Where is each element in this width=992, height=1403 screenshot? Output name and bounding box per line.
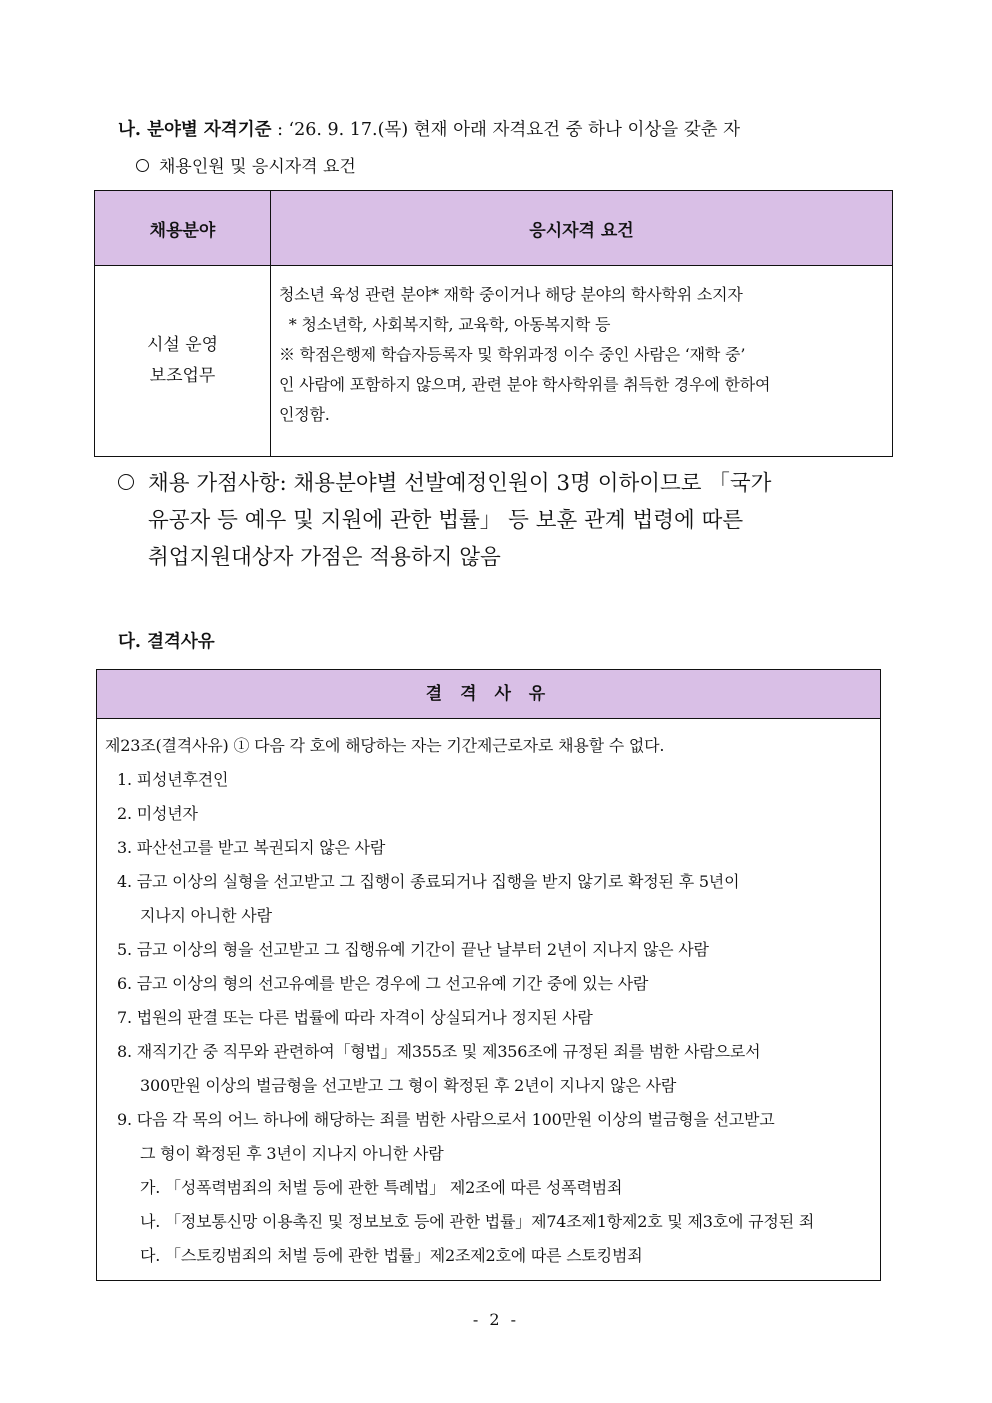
- section-da-title: 다. 결격사유: [118, 632, 215, 652]
- field-line: 시설 운영: [146, 335, 219, 355]
- disqualification-intro: 제23조(결격사유) ① 다음 각 호에 해당하는 자는 기간제근로자로 채용할 수 없다.: [105, 736, 665, 755]
- sub-bullet: [136, 152, 356, 177]
- list-item: 4. 금고 이상의 실형을 선고받고 그 집행이 종료되거나 집행을 받지 않기로 확정된 후 5년이: [117, 872, 740, 891]
- list-item: 3. 파산선고를 받고 복권되지 않은 사람: [117, 838, 386, 857]
- list-item: 300만원 이상의 벌금형을 선고받고 그 형이 확정된 후 2년이 지나지 않은 사람: [140, 1076, 677, 1095]
- list-item: 8. 재직기간 중 직무와 관련하여「형법」제355조 및 제356조에 규정된 죄를 범한 사람으로서: [117, 1042, 761, 1061]
- header-requirements: 응시자격 요건: [271, 191, 893, 266]
- req-line: 청소년 육성 관련 분야* 재학 중이거나 해당 분야의 학사학위 소지자: [279, 285, 743, 304]
- list-item: 1. 피성년후견인: [117, 770, 229, 789]
- list-item: 6. 금고 이상의 형의 선고유예를 받은 경우에 그 선고유예 기간 중에 있는 사람: [117, 974, 649, 993]
- req-line: 인정함.: [279, 405, 330, 424]
- req-line: ※ 학점은행제 학습자등록자 및 학위과정 이수 중인 사람은 ‘재학 중’: [279, 345, 746, 364]
- requirements-table: [94, 190, 893, 457]
- disqualification-list: [97, 719, 880, 1273]
- circle-bullet-icon: [118, 474, 134, 490]
- req-line: 인 사람에 포함하지 않으며, 관련 분야 학사학위를 취득한 경우에 한하여: [279, 375, 771, 394]
- bonus-line-2: 유공자 등 예우 및 지원에 관한 법률」 등 보훈 관계 법령에 따른: [148, 508, 744, 533]
- bonus-line-text: 채용 가점사항: 채용분야별 선발예정인원이 3명 이하이므로 「국가: [148, 471, 772, 496]
- bonus-note: [118, 465, 771, 576]
- circle-bullet-icon: [136, 159, 149, 172]
- list-item: 5. 금고 이상의 형을 선고받고 그 집행유예 기간이 끝난 날부터 2년이 지나지 않은 사람: [117, 940, 709, 959]
- bonus-line-3: 취업지원대상자 가점은 적용하지 않음: [148, 545, 501, 570]
- page-number: - 2 -: [472, 1310, 520, 1329]
- list-item: 7. 법원의 판결 또는 다른 법률에 따라 자격이 상실되거나 정지된 사람: [117, 1008, 593, 1027]
- disqualification-header: 결 격 사 유: [97, 670, 880, 719]
- section-na-heading: 나. 분야별 자격기준: [118, 120, 272, 140]
- requirements-cell: [271, 266, 893, 457]
- section-na-title: [118, 116, 740, 141]
- bonus-line-1: [118, 465, 771, 502]
- list-item: 지나지 아니한 사람: [140, 906, 272, 925]
- field-cell: [95, 266, 271, 457]
- list-item: 그 형이 확정된 후 3년이 지나지 아니한 사람: [140, 1144, 444, 1163]
- list-item: 2. 미성년자: [117, 804, 198, 823]
- header-field: 채용분야: [95, 191, 271, 266]
- table-header-row: [95, 191, 893, 266]
- section-na-criteria: : ‘26. 9. 17.(목) 현재 아래 자격요건 중 하나 이상을 갖춘 자: [271, 120, 741, 140]
- list-item: 9. 다음 각 목의 어느 하나에 해당하는 죄를 범한 사람으로서 100만원 이상의 벌금형을 선고받고: [117, 1110, 775, 1129]
- list-item: 다. 「스토킹범죄의 처벌 등에 관한 법률」제2조제2호에 따른 스토킹범죄: [140, 1246, 643, 1265]
- sub-bullet-text: 채용인원 및 응시자격 요건: [159, 157, 356, 177]
- list-item: 나. 「정보통신망 이용촉진 및 정보보호 등에 관한 법률」제74조제1항제2호 및 제3호에 규정된 죄: [140, 1212, 815, 1231]
- table-row: [95, 266, 893, 457]
- disqualification-box: [96, 669, 881, 1281]
- list-item: 가. 「성폭력범죄의 처벌 등에 관한 특례법」 제2조에 따른 성폭력범죄: [140, 1178, 623, 1197]
- field-line: 보조업무: [149, 366, 216, 386]
- req-line: * 청소년학, 사회복지학, 교육학, 아동복지학 등: [279, 315, 611, 334]
